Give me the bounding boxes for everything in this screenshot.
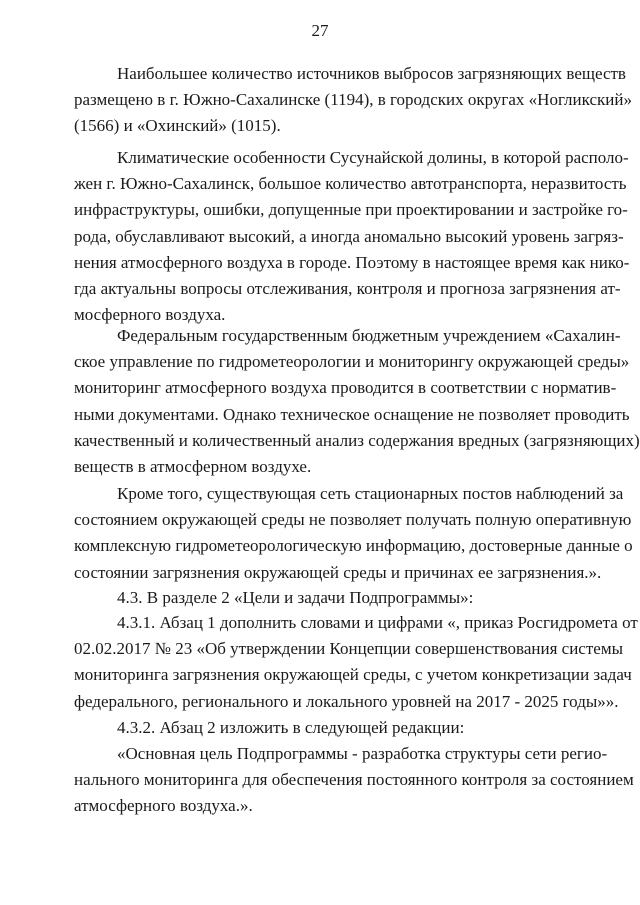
text-line: размещено в г. Южно-Сахалинске (1194), в городских округах «Ногликский» — [74, 90, 632, 110]
text-line: нального мониторинга для обеспечения постоянного контроля за состоянием — [74, 770, 634, 790]
text-line: Федеральным государственным бюджетным учреждением «Сахалин- — [117, 326, 621, 345]
text-line: инфраструктуры, ошибки, допущенные при проектировании и застройке го- — [74, 200, 628, 220]
text-line: Наибольшее количество источников выбросов загрязняющих веществ — [117, 64, 626, 83]
clause-4-3-heading — [74, 585, 580, 611]
text-line: ское управление по гидрометеорологии и мониторингу окружающей среды» — [74, 352, 630, 372]
text-line: рода, обуславливают высокий, а иногда аномально высокий уровень загряз- — [74, 226, 624, 246]
text-line: атмосферного воздуха.». — [74, 796, 253, 816]
text-line: «Основная цель Подпрограммы - разработка структуры сети регио- — [117, 744, 608, 763]
text-line: состоянии загрязнения окружающей среды и причинах ее загрязнения.». — [74, 562, 602, 582]
text-line: мосферного воздуха. — [74, 305, 226, 325]
text-line: состоянием окружающей среды не позволяет получать полную оперативную — [74, 510, 632, 530]
text-line: жен г. Южно-Сахалинск, большое количество автотранспорта, неразвитость — [74, 174, 627, 194]
clause-4-3-1 — [74, 610, 638, 715]
clause-4-3-2 — [74, 715, 580, 741]
paragraph-observation-network — [74, 481, 633, 586]
text-line: мониторинг атмосферного воздуха проводится в соответствии с норматив- — [74, 378, 617, 398]
paragraph-climate — [74, 145, 630, 328]
text-line: 4.3.1. Абзац 1 дополнить словами и цифрами «, приказ Росгидромета от — [117, 613, 638, 632]
text-line: федерального, регионального и локального уровней на 2017 - 2025 годы»». — [74, 691, 619, 711]
text-line: качественный и количественный анализ содержания вредных (загрязняющих) — [74, 430, 640, 450]
text-line: 4.3. В разделе 2 «Цели и задачи Подпрограммы»: — [117, 588, 474, 607]
text-line: (1566) и «Охинский» (1015). — [74, 116, 281, 136]
text-line: ными документами. Однако техническое оснащение не позволяет проводить — [74, 404, 630, 424]
paragraph-emission-sources — [74, 61, 632, 140]
quoted-new-wording — [74, 741, 634, 820]
text-line: комплексную гидрометеорологическую информацию, достоверные данные о — [74, 536, 633, 556]
text-line: 4.3.2. Абзац 2 изложить в следующей редакции: — [117, 718, 465, 737]
text-line: гда актуальны вопросы отслеживания, контроля и прогноза загрязнения ат- — [74, 278, 621, 298]
text-line: Климатические особенности Сусунайской долины, в которой располо- — [117, 148, 629, 167]
text-line: нения атмосферного воздуха в городе. Поэтому в настоящее время как нико- — [74, 252, 630, 272]
text-line: 02.02.2017 № 23 «Об утверждении Концепции совершенствования системы — [74, 639, 623, 659]
text-line: веществ в атмосферном воздухе. — [74, 456, 312, 476]
text-line: мониторинга загрязнения окружающей среды, с учетом конкретизации задач — [74, 665, 632, 685]
paragraph-monitoring — [74, 323, 640, 480]
text-line: Кроме того, существующая сеть стационарных постов наблюдений за — [117, 484, 624, 503]
page-number: 27 — [311, 21, 329, 40]
